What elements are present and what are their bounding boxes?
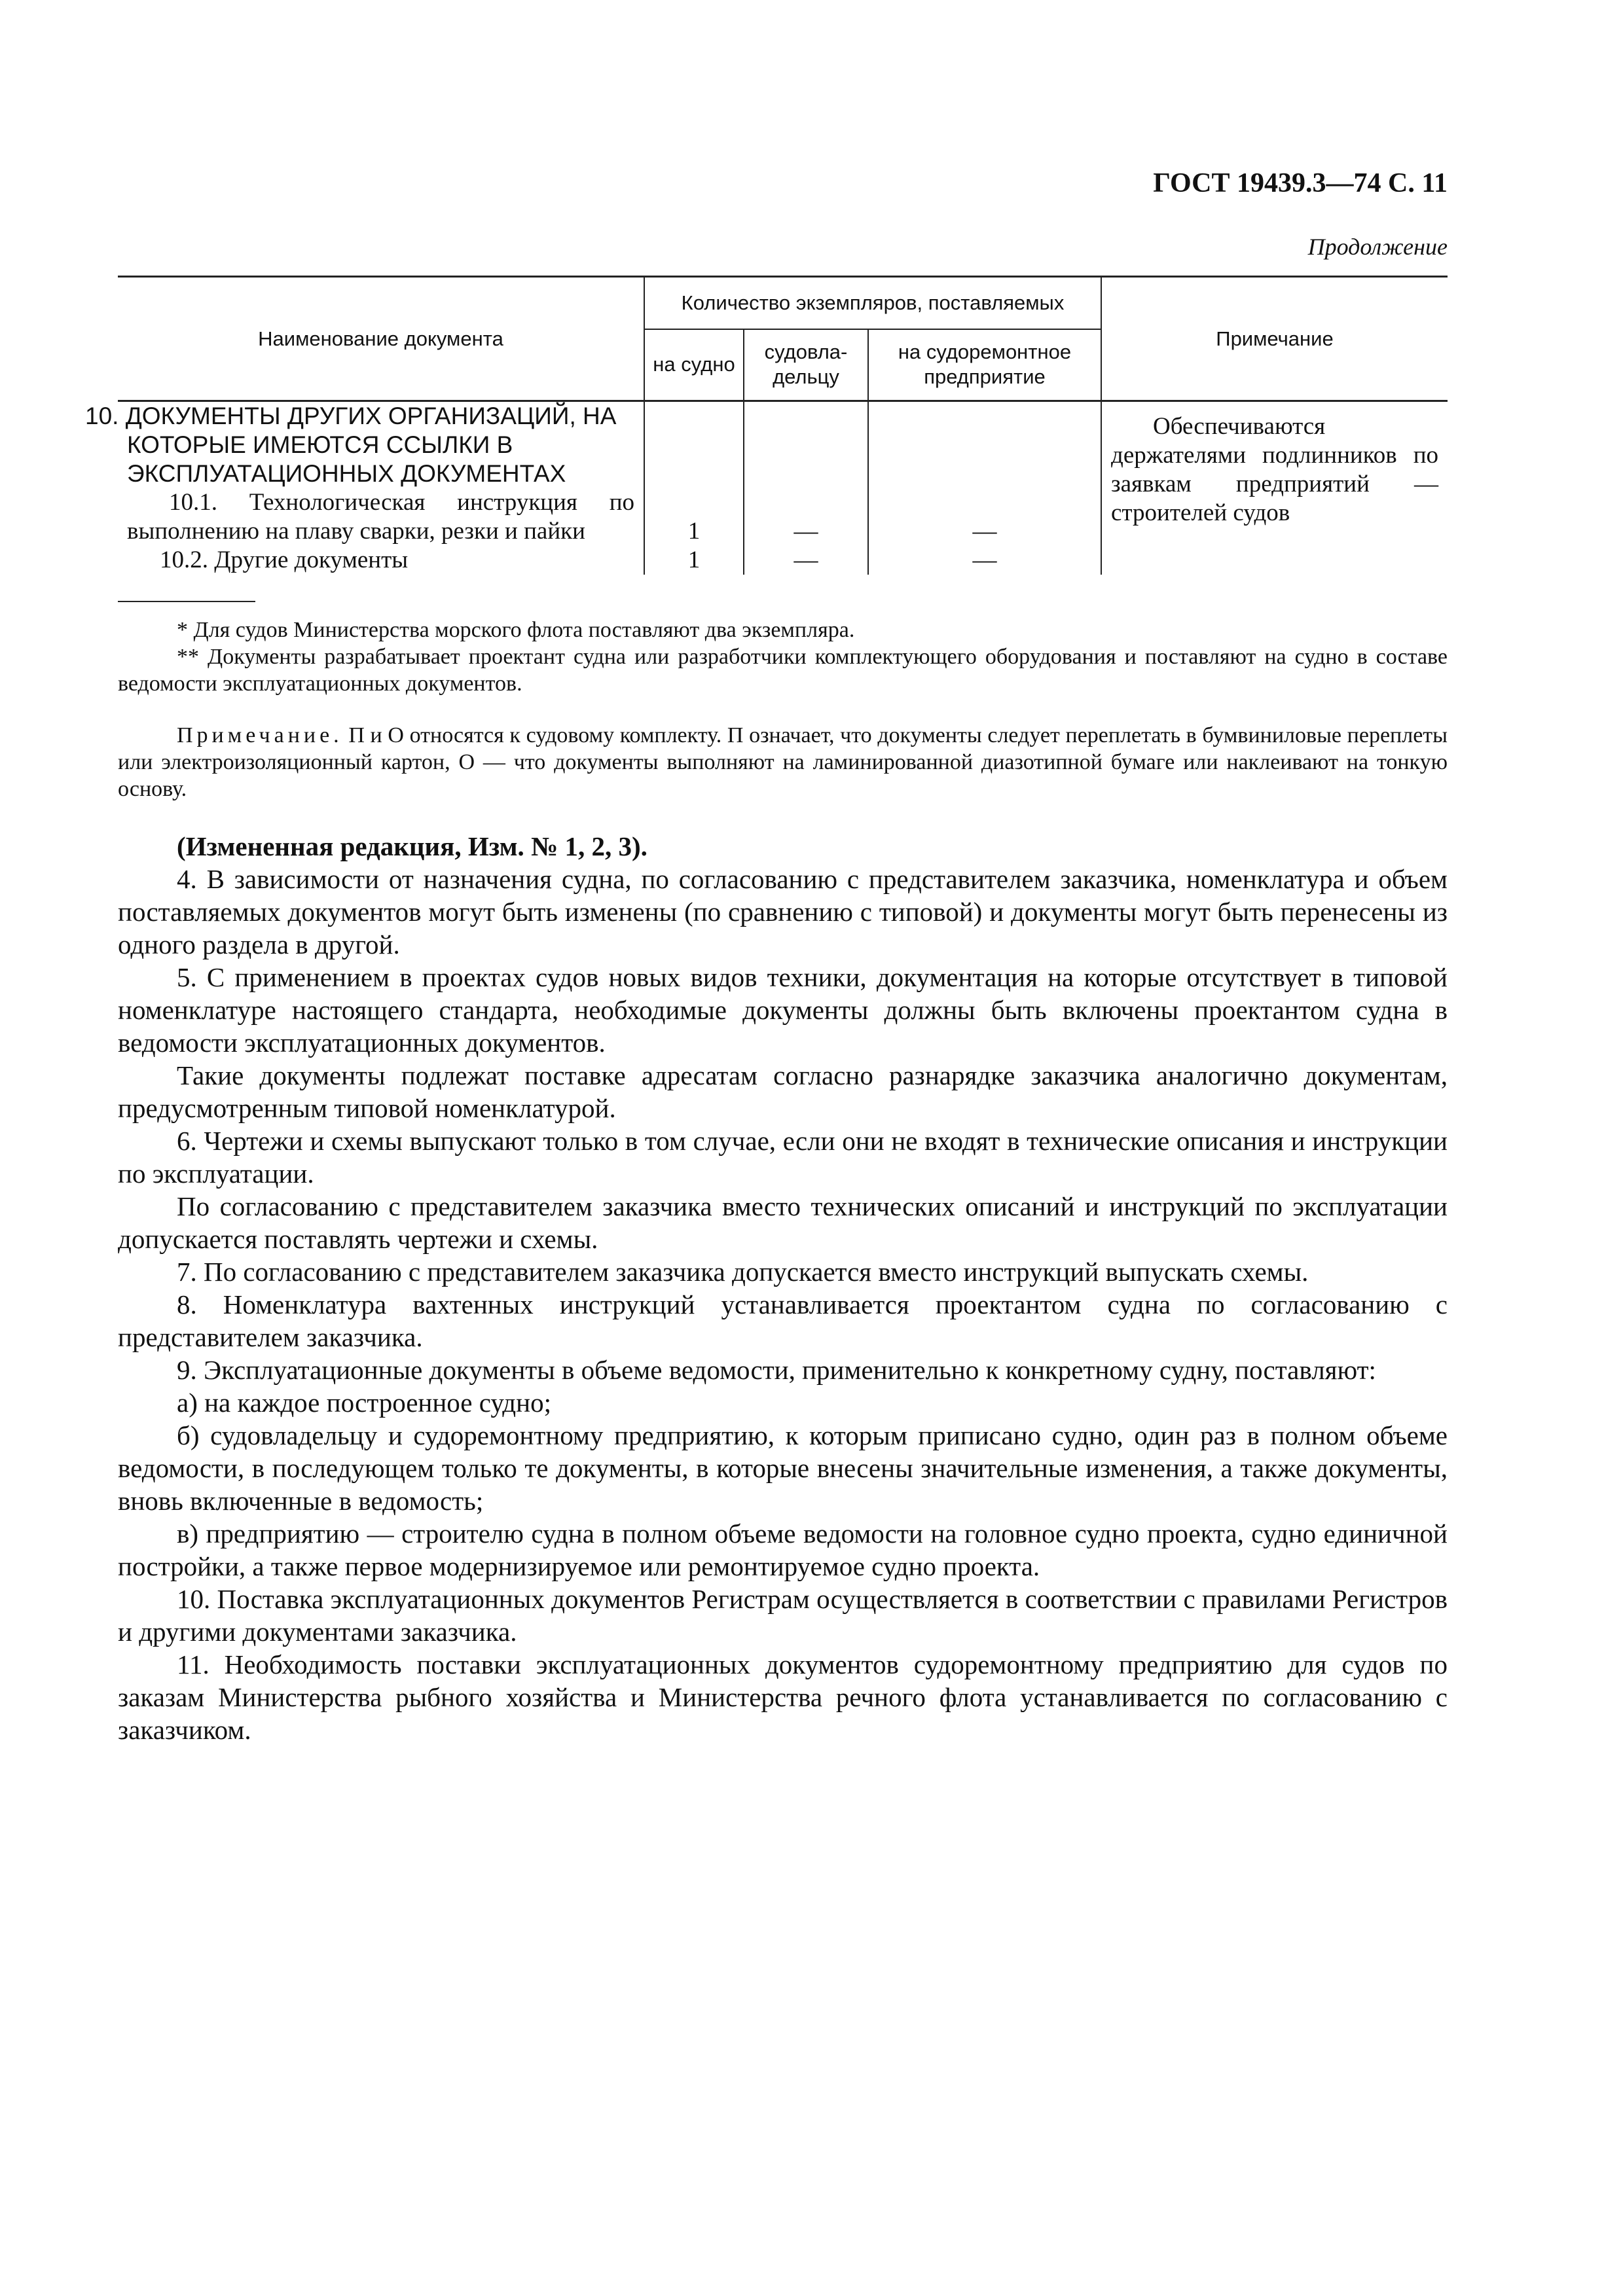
section-note bbox=[1101, 401, 1448, 575]
column-header-ship: на судно bbox=[644, 329, 744, 401]
table-header-row bbox=[118, 277, 1448, 329]
remark-label: Примечание. bbox=[177, 723, 343, 747]
row-qty-ship: 1 bbox=[644, 488, 744, 546]
empty-cell bbox=[744, 401, 868, 489]
column-header-qty-group: Количество экземпляров, поставляемых bbox=[644, 277, 1101, 329]
section-note-text: Обеспечиваются держателями подлинников по заявкам предприятий — строителей судов bbox=[1111, 413, 1438, 526]
footnote-1: * Для судов Министерства морского флота поставляют два экземпляра. bbox=[177, 618, 855, 642]
footnote-divider bbox=[118, 601, 255, 602]
paragraph-5b: Такие документы подлежат поставке адресатам согласно разнарядке заказчика аналогично документам, предусмотренным типовой номенклатурой. bbox=[118, 1060, 1448, 1123]
continued-label: Продолжение bbox=[1307, 234, 1448, 260]
standard-header: ГОСТ 19439.3—74 С. 11 bbox=[1153, 168, 1448, 198]
paragraph-11: 11. Необходимость поставки эксплуатационных документов судоремонтному предприятию для судов по заказам Министерства рыбного хозяйства и Министерства речного флота устанавливается по согласованию с заказчиком. bbox=[118, 1649, 1448, 1745]
row-qty-owner: — bbox=[744, 488, 868, 546]
paragraph-6: 6. Чертежи и схемы выпускают только в том случае, если они не входят в технические описания и инструкции по эксплуатации. bbox=[118, 1126, 1448, 1189]
row-qty-repair: — bbox=[868, 488, 1101, 546]
row-name: 10.2. Другие документы bbox=[118, 546, 644, 575]
row-name: 10.1. Технологическая инструкция по выполнению на плаву сварки, резки и пайки bbox=[118, 488, 644, 546]
paragraph-9: 9. Эксплуатационные документы в объеме ведомости, применительно к конкретному судну, поставляют: bbox=[177, 1355, 1376, 1385]
remark-text: П и О относятся к судовому комплекту. П означает, что документы следует переплетать в бумвиниловые переплеты или электроизоляционный картон, О — что документы выполняют на ламинированной диазотипной бумаге или наклеивают на тонкую основу. bbox=[118, 723, 1448, 801]
paragraph-7: 7. По согласованию с представителем заказчика допускается вместо инструкций выпускать схемы. bbox=[177, 1257, 1309, 1287]
paragraph-8: 8. Номенклатура вахтенных инструкций устанавливается проектантом судна по согласованию с представителем заказчика. bbox=[118, 1289, 1448, 1352]
edited-note: (Измененная редакция, Изм. № 1, 2, 3). bbox=[177, 831, 647, 861]
table-row-section bbox=[118, 401, 1448, 489]
paragraph-9c: в) предприятию — строителю судна в полном объеме ведомости на головное судно проекта, судно единичной постройки, а также первое модернизируемое или ремонтируемое судно проекта. bbox=[118, 1518, 1448, 1581]
paragraph-5: 5. С применением в проектах судов новых видов техники, документация на которые отсутствует в типовой номенклатуре настоящего стандарта, необходимые документы должны быть включены проектантом судна в ведомости эксплуатационных документов. bbox=[118, 962, 1448, 1058]
row-qty-owner: — bbox=[744, 546, 868, 575]
empty-cell bbox=[868, 401, 1101, 489]
paragraph-9a: а) на каждое построенное судно; bbox=[177, 1388, 551, 1418]
row-qty-repair: — bbox=[868, 546, 1101, 575]
row-qty-ship: 1 bbox=[644, 546, 744, 575]
documents-table bbox=[85, 276, 1448, 575]
footnotes bbox=[118, 617, 1448, 697]
paragraph-10: 10. Поставка эксплуатационных документов Регистрам осуществляется в соответствии с правилами Регистров и другими документами заказчика. bbox=[118, 1584, 1448, 1647]
footnote-2: ** Документы разрабатывает проектант судна или разработчики комплектующего оборудования и поставляют на судно в составе ведомости эксплуатационных документов. bbox=[118, 645, 1448, 696]
paragraph-9b: б) судовладельцу и судоремонтному предприятию, к которым приписано судно, один раз в полном объеме ведомости, в последующем только те документы, в которые внесены значительные изменения, а также документы, вновь включенные в ведомость; bbox=[118, 1420, 1448, 1516]
column-header-repair: на судоремонтное предприятие bbox=[868, 329, 1101, 401]
paragraph-4: 4. В зависимости от назначения судна, по согласованию с представителем заказчика, номенклатура и объем поставляемых документов могут быть изменены (по сравнению с типовой) и документы могут быть перенесены из одного раздела в другой. bbox=[118, 864, 1448, 960]
paragraph-6b: По согласованию с представителем заказчика вместо технических описаний и инструкций по эксплуатации допускается поставлять чертежи и схемы. bbox=[118, 1191, 1448, 1254]
section-title: 10. ДОКУМЕНТЫ ДРУГИХ ОРГАНИЗАЦИЙ, НА КОТОРЫЕ ИМЕЮТСЯ ССЫЛКИ В ЭКСПЛУАТАЦИОННЫХ ДОКУМЕНТАХ bbox=[118, 401, 644, 489]
column-header-note: Примечание bbox=[1101, 277, 1448, 401]
body-text bbox=[118, 830, 1448, 1746]
column-header-owner: судовла-дельцу bbox=[744, 329, 868, 401]
table-remark bbox=[118, 722, 1448, 802]
empty-cell bbox=[644, 401, 744, 489]
column-header-name: Наименование документа bbox=[118, 277, 644, 401]
